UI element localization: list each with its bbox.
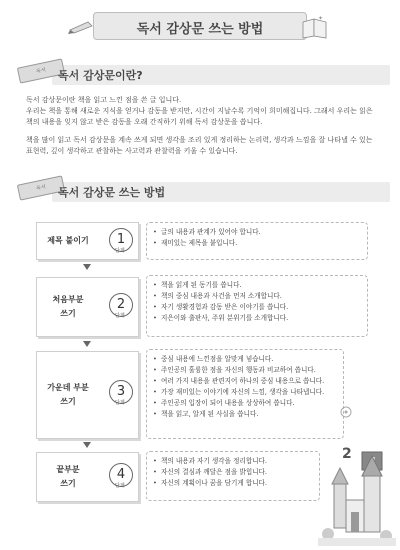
list-item: • 책의 내용과 자기 생각을 정리합니다. — [161, 456, 313, 467]
list-item: • 책을 읽고, 알게 된 사실을 씁니다. — [161, 409, 337, 420]
list-item: • 재미있는 제목을 붙입니다. — [161, 238, 361, 249]
step-3-description — [146, 349, 344, 439]
section-title: 독서 감상문이란? — [58, 69, 143, 82]
list-item: • 중심 내용에 느낀점을 알맞게 넣습니다. — [161, 354, 337, 365]
list-item: • 주인공의 훌륭한 점을 자신의 행동과 비교하여 씁니다. — [161, 365, 337, 376]
list-item: • 여러 가지 내용을 관련지어 하나의 중심 내용으로 씁니다. — [161, 376, 337, 387]
pencil-icon — [68, 20, 94, 34]
step-2-label: 처음부분 쓰기 — [52, 295, 84, 318]
list-item: • 자기 생활경험과 감동 받은 이야기를 씁니다. — [161, 302, 361, 313]
step-2-unit: 단계 — [115, 313, 125, 319]
step-3-unit: 단계 — [115, 400, 125, 406]
section-title: 독서 감상문 쓰는 방법 — [58, 186, 166, 199]
step-1-unit: 단계 — [115, 248, 125, 254]
pencil-tag-label: 독서 — [35, 67, 47, 75]
list-item: • 책을 읽게 된 동기를 씁니다. — [161, 280, 361, 291]
step-2-number: 2 — [109, 293, 133, 317]
step-arrow-1 — [83, 264, 91, 270]
step-1-number: 1 — [109, 228, 133, 252]
step-arrow-2 — [83, 341, 91, 347]
step-arrow-3 — [83, 442, 91, 448]
list-item: • 가장 재미있는 이야기에 자신의 느낌, 생각을 나타냅니다. — [161, 387, 337, 398]
svg-text:✦: ✦ — [318, 15, 324, 22]
number-badge-2: 2 — [342, 446, 352, 462]
list-item: • 자신의 결심과 깨달은 점을 밝힙니다. — [161, 467, 313, 478]
section-header-definition — [18, 63, 390, 85]
list-item: • 자신의 계획이나 꿈을 담기게 합니다. — [161, 478, 313, 489]
title-banner — [93, 12, 307, 40]
step-2-box — [36, 277, 139, 337]
step-4-label: 끝부분 쓰기 — [56, 465, 80, 488]
list-item: • 지은이와 출판사, 주위 분위기를 소개합니다. — [161, 313, 361, 324]
book-icon — [300, 14, 330, 40]
step-1-box — [36, 222, 139, 260]
step-4-description — [146, 451, 320, 501]
step-3-number: 3 — [109, 380, 133, 404]
intro-paragraph-3: 책을 많이 읽고 독서 감상문을 계속 쓰게 되면 생각을 조리 있게 정리하는 논리력, 생각과 느낌을 잘 나타낼 수 있는 표현력, 깊이 생각하고 관찰하는 사고력과 관찰력을 키울 수 있습니다. — [26, 136, 373, 155]
step-4-unit: 단계 — [115, 483, 125, 489]
page-title: 독서 감상문 쓰는 방법 — [136, 22, 264, 37]
list-item: • 글의 내용과 관계가 있어야 합니다. — [161, 227, 361, 238]
step-4-number: 4 — [109, 463, 133, 487]
intro-paragraph-2: 우리는 책을 통해 새로운 지식을 얻거나 감동을 받지만, 시간이 지날수록 기억이 희미해집니다. 그래서 우리는 읽은 책의 내용을 잊지 않고 받은 감동을 오래 간직하기 위해 독서 감상문을 씁니다. — [26, 107, 373, 126]
step-3-label: 가운데 부분 쓰기 — [47, 383, 89, 406]
step-1-label: 제목 붙이기 — [47, 236, 89, 245]
step-1-description — [146, 222, 368, 260]
step-2-description — [146, 275, 368, 337]
list-item: • 책의 중심 내용과 사건을 먼저 소개합니다. — [161, 291, 361, 302]
step-3-box — [36, 351, 139, 439]
section-header-method — [18, 180, 390, 202]
list-item: • 주인공의 입장이 되어 내용을 상상하여 씁니다. — [161, 398, 337, 409]
intro-paragraph-1: 독서 감상문이란 책을 읽고 느낀 점을 쓴 글 입니다. — [26, 96, 182, 104]
castle-illustration-icon — [318, 400, 396, 546]
pencil-tag-label: 독서 — [35, 184, 47, 192]
step-4-box — [36, 452, 139, 502]
